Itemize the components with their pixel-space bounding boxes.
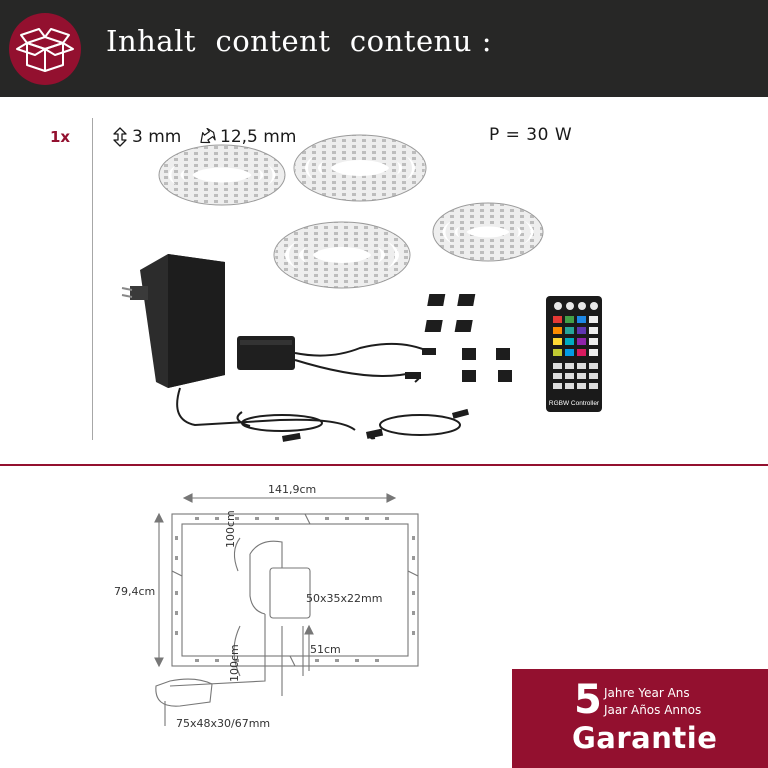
- controller-size-label: 50x35x22mm: [306, 592, 383, 605]
- width-value: 12,5 mm: [220, 127, 297, 147]
- controller-box: [237, 336, 436, 382]
- connector-clips: [425, 294, 512, 382]
- header-title: Inhalt content contenu :: [106, 24, 492, 58]
- frame-height-label: 79,4cm: [114, 585, 156, 598]
- frame-width-label: 141,9cm: [268, 483, 317, 496]
- box-icon: [9, 13, 81, 85]
- remote-label: RGBW Controller: [548, 400, 600, 407]
- header-bar: [0, 0, 768, 97]
- guarantee-title: Garantie: [572, 721, 718, 755]
- cable-top-label: 100cm: [224, 510, 237, 548]
- guarantee-line2: Jaar Años Annos: [604, 703, 702, 717]
- psu-size-label: 75x48x30/67mm: [176, 717, 271, 730]
- guarantee-years: 5: [574, 677, 602, 723]
- box-badge: [9, 13, 81, 85]
- power-spec: P = 30 W: [489, 125, 573, 145]
- extension-cable: [366, 409, 469, 439]
- vertical-divider: [92, 118, 93, 440]
- guarantee-line1: Jahre Year Ans: [604, 686, 690, 700]
- controller-cable-label: 51cm: [310, 643, 341, 656]
- cable-bottom-label: 100cm: [228, 644, 241, 682]
- height-value: 3 mm: [132, 127, 182, 147]
- quantity-label: 1x: [50, 128, 71, 146]
- installation-diagram: [100, 476, 430, 736]
- guarantee-badge: [512, 669, 768, 768]
- section-divider: [0, 464, 768, 466]
- rgbw-remote: [546, 296, 602, 412]
- product-illustration: [100, 120, 620, 460]
